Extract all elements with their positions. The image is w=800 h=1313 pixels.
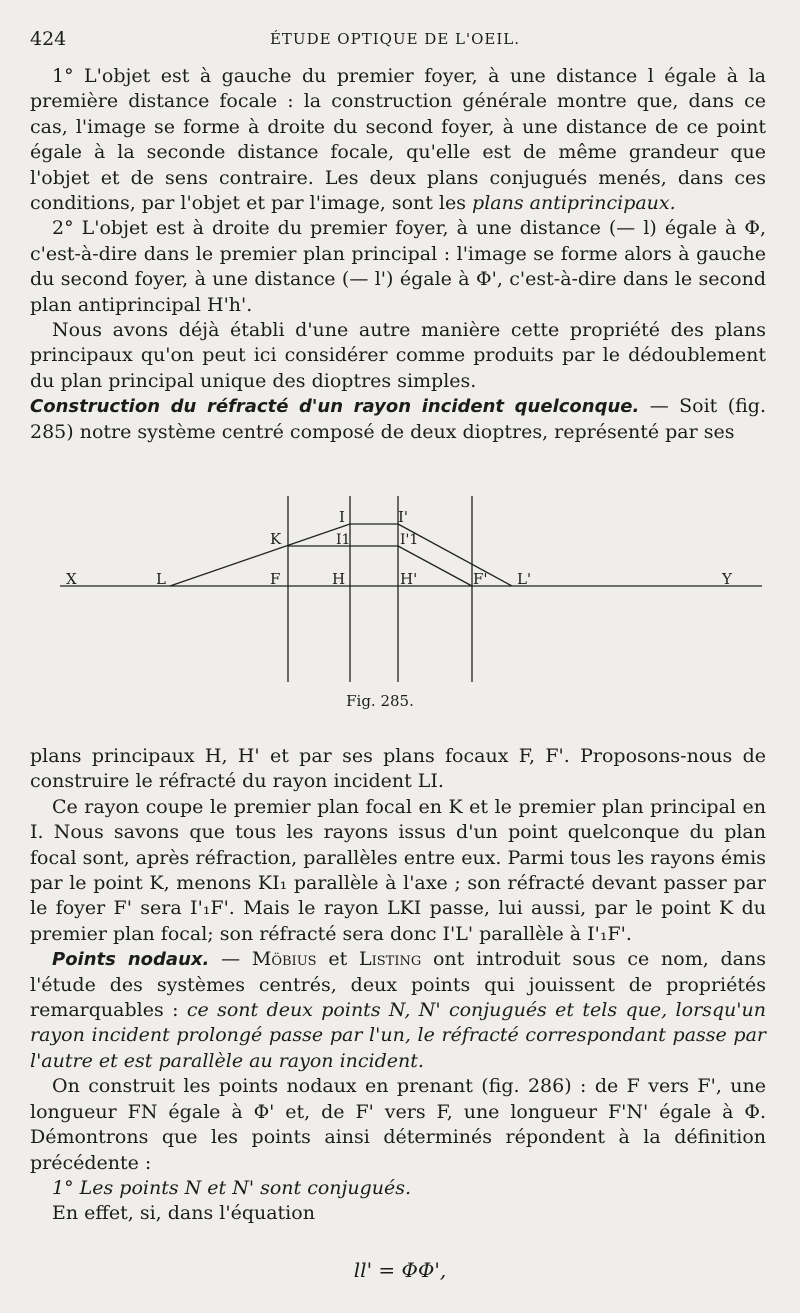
paragraph-nodal-construction: On construit les points nodaux en prenant (fig. 286) : de F vers F', une longueur FN égale à Φ' et, de F' vers F, une longueur F'N' égale à Φ. Démontrons que les points ainsi déterminés répondent à la définition précédente : bbox=[30, 1075, 766, 1174]
paragraph-equation-intro: En effet, si, dans l'équation bbox=[52, 1202, 315, 1225]
definition-nodal-points: ce sont deux points N, N' conjugués et tels que, lorsqu'un rayon incident prolongé passe par l'un, le réfracté correspondant passe par l'autre et est parallèle au rayon incident. bbox=[30, 999, 766, 1072]
paragraph-planes-continued: plans principaux H, H' et par ses plans focaux F, F'. Proposons-nous de construire le réfracté du rayon incident LI. bbox=[30, 745, 766, 793]
label-I1: I1 bbox=[336, 532, 351, 548]
label-Y: Y bbox=[722, 570, 732, 588]
label-L: L bbox=[156, 570, 166, 588]
label-L-prime: L' bbox=[517, 570, 532, 588]
section-heading-construction: Construction du réfracté d'un rayon incident quelconque. bbox=[30, 396, 640, 418]
paragraph-construction: Construction du réfracté d'un rayon incident quelconque. — Soit (fig. 285) notre système centré composé de deux dioptres, représenté par ses bbox=[30, 395, 767, 443]
author-listing: Listing bbox=[358, 948, 422, 971]
paragraph-proposition: 1° Les points N et N' sont conjugués. bbox=[52, 1176, 412, 1199]
text-block-top bbox=[30, 64, 766, 445]
label-H: H bbox=[332, 570, 346, 588]
paragraph-antiprincipal: 1° L'objet est à gauche du premier foyer, à une distance l égale à la première distance focale : la construction générale montre que, dans ce cas, l'image se forme à droite du second foyer, à une distance de ce point égale à la seconde distance focale, qu'elle est de même grandeur que l'objet et de sens contraire. Les deux plans conjugués menés, dans ces conditions, par l'objet et par l'image, sont les plans antiprincipaux. bbox=[30, 65, 766, 215]
text-block-bottom bbox=[30, 744, 766, 1227]
paragraph-principal-planes: Nous avons déjà établi d'une autre manière cette propriété des plans principaux qu'on peut ici considérer comme produits par le dédoublement du plan principal unique des dioptres simples. bbox=[30, 319, 766, 392]
label-H-prime: H' bbox=[400, 570, 418, 588]
page-number: 424 bbox=[30, 28, 67, 50]
label-K: K bbox=[270, 530, 282, 548]
paragraph-second-case: 2° L'objet est à droite du premier foyer, à une distance (— l) égale à Φ, c'est-à-dire dans le premier plan principal : l'image se forme alors à gauche du second foyer, à une distance (— l') égale à Φ', c'est-à-dire dans le second plan antiprincipal H'h'. bbox=[30, 217, 766, 316]
label-X: X bbox=[66, 570, 77, 588]
running-head bbox=[30, 28, 760, 52]
term-plans-antiprincipaux: plans antiprincipaux. bbox=[472, 192, 676, 215]
equation: ll' = ΦΦ', bbox=[353, 1258, 447, 1282]
optics-diagram bbox=[30, 484, 770, 684]
label-F: F bbox=[270, 570, 281, 588]
figure-caption: Fig. 285. bbox=[346, 692, 414, 710]
label-F-prime: F' bbox=[473, 570, 488, 588]
incident-ray-LI bbox=[170, 524, 350, 586]
label-I: I bbox=[339, 508, 345, 526]
label-I1-prime: I'1 bbox=[400, 532, 419, 548]
paragraph-ray-construction: Ce rayon coupe le premier plan focal en K et le premier plan principal en I. Nous savons que tous les rayons issus d'un point quelconque du plan focal sont, après réfraction, parallèles entre eux. Parmi tous les rayons émis par le point K, menons KI₁ parallèle à l'axe ; son réfracté devant passer par le foyer F' sera I'₁F'. Mais le rayon LKI passe, lui aussi, par le point K du premier plan focal; son réfracté sera donc I'L' parallèle à I'₁F'. bbox=[30, 795, 766, 945]
label-I-prime: I' bbox=[398, 508, 409, 526]
author-mobius: Möbius bbox=[251, 948, 317, 971]
paragraph-nodal-points: Points nodaux. — Möbius et Listing ont introduit sous ce nom, dans l'étude des systèmes centrés, deux points qui jouissent de propriétés remarquables : ce sont deux points N, N' conjugués et tels que, lorsqu'un rayon incident prolongé passe par l'un, le réfracté correspondant passe par l'autre et est parallèle au rayon incident. bbox=[30, 948, 766, 1072]
section-heading-nodal: Points nodaux. bbox=[52, 949, 210, 971]
running-title: ÉTUDE OPTIQUE DE L'OEIL. bbox=[269, 30, 521, 48]
figure-285 bbox=[30, 484, 770, 724]
